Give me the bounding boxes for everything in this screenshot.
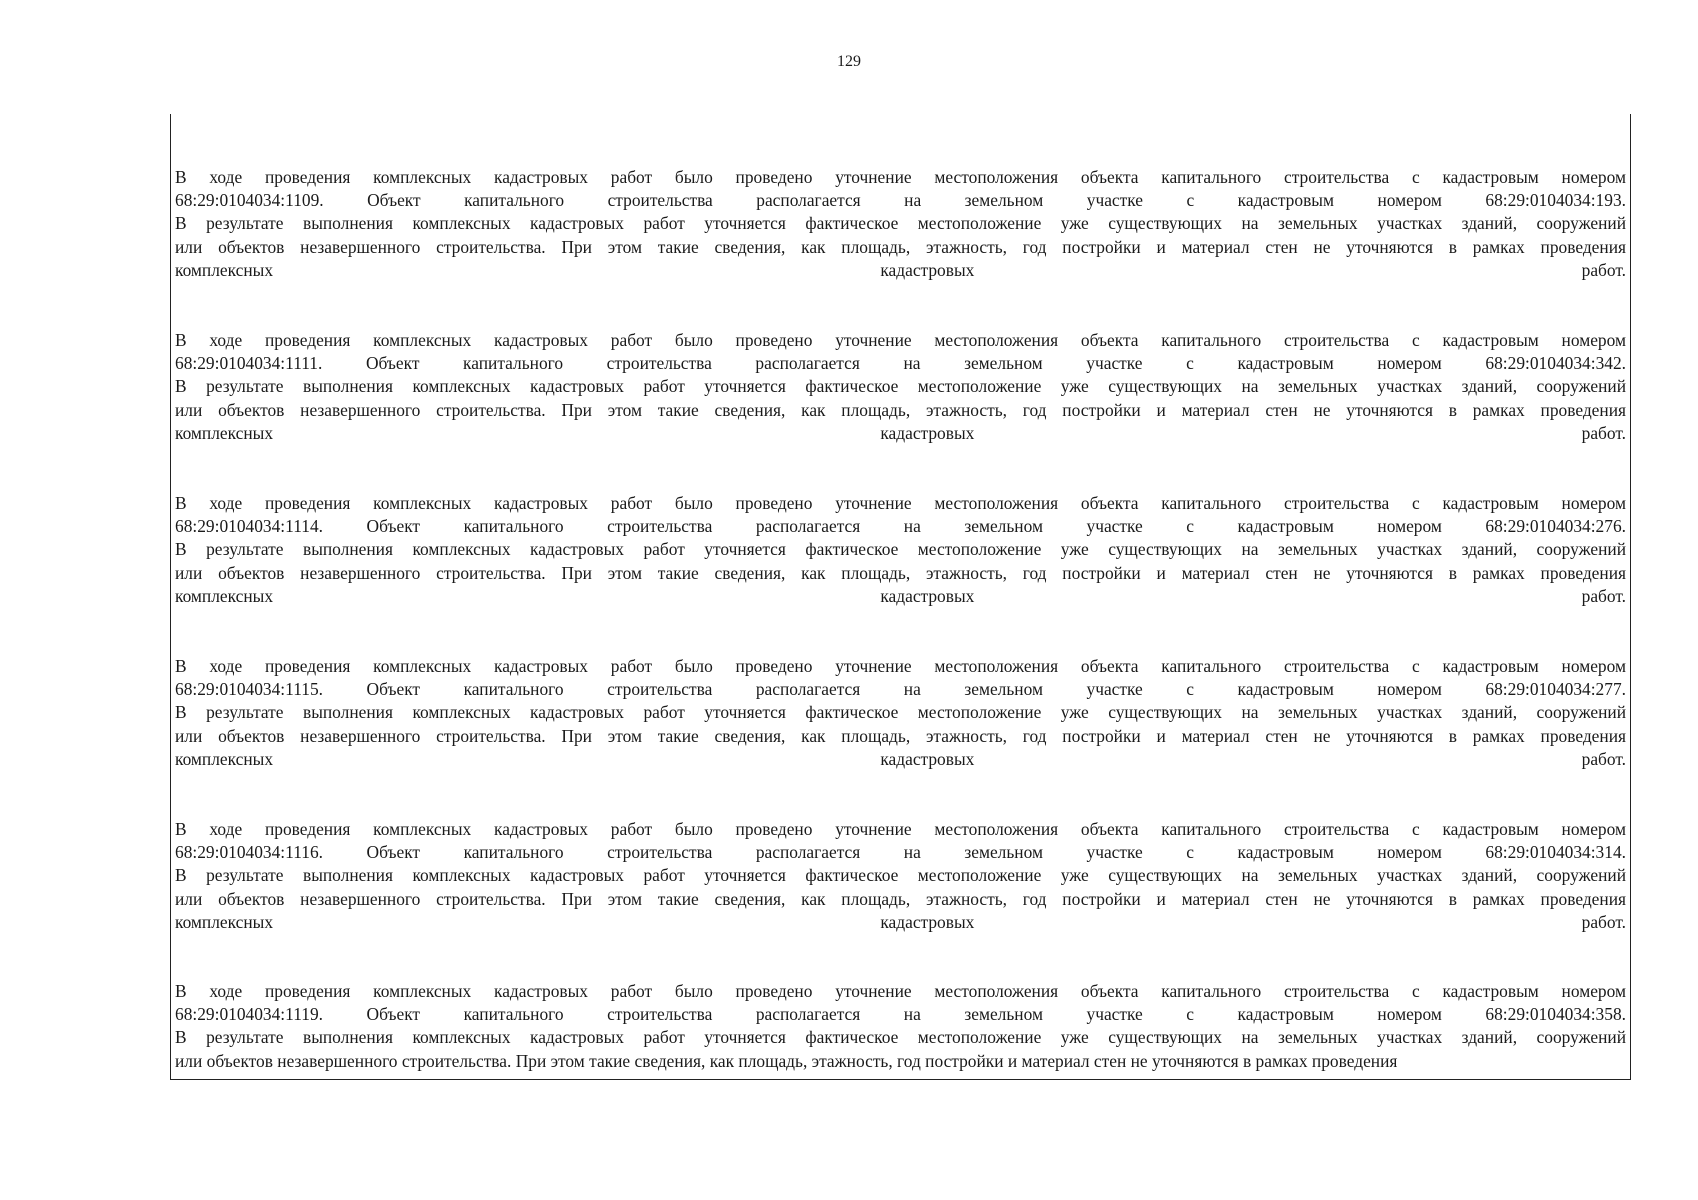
record-line: В ходе проведения комплексных кадастровых работ было проведено уточнение местоположения объекта капитального строительства с кадастровым номером	[175, 167, 1626, 187]
record-line: или объектов незавершенного строительства. При этом такие сведения, как площадь, этажность, год постройки и материал стен не уточняются в рамках проведения	[175, 399, 1626, 420]
record-line: В результате выполнения комплексных кадастровых работ уточняется фактическое местоположение уже существующих на земельных участках зданий, сооружений	[175, 539, 1626, 560]
record-line: В результате выполнения комплексных кадастровых работ уточняется фактическое местоположение уже существующих на земельных участках зданий, сооружений	[175, 865, 1626, 886]
record-line: комплексных кадастровых работ.	[175, 911, 1626, 932]
record-line: В результате выполнения комплексных кадастровых работ уточняется фактическое местоположение уже существующих на земельных участках зданий, сооружений	[175, 702, 1626, 723]
record-line: В ходе проведения комплексных кадастровых работ было проведено уточнение местоположения объекта капитального строительства с кадастровым номером	[175, 656, 1626, 676]
record-line: или объектов незавершенного строительства. При этом такие сведения, как площадь, этажность, год постройки и материал стен не уточняются в рамках проведения	[175, 1050, 1398, 1071]
record-6	[175, 980, 1626, 1073]
record-line: или объектов незавершенного строительства. При этом такие сведения, как площадь, этажность, год постройки и материал стен не уточняются в рамках проведения	[175, 562, 1626, 583]
record-line: В ходе проведения комплексных кадастровых работ было проведено уточнение местоположения объекта капитального строительства с кадастровым номером	[175, 981, 1626, 1001]
record-line: комплексных кадастровых работ.	[175, 748, 1626, 769]
record-line: В ходе проведения комплексных кадастровых работ было проведено уточнение местоположения объекта капитального строительства с кадастровым номером	[175, 493, 1626, 513]
record-line: 68:29:0104034:1115. Объект капитального строительства располагается на земельном участке с кадастровым номером 68:29:0104034:277.	[175, 679, 1626, 700]
record-line: комплексных кадастровых работ.	[175, 259, 1626, 280]
content-frame	[170, 114, 1631, 1080]
record-line: или объектов незавершенного строительства. При этом такие сведения, как площадь, этажность, год постройки и материал стен не уточняются в рамках проведения	[175, 236, 1626, 257]
record-line: 68:29:0104034:1109. Объект капитального строительства располагается на земельном участке с кадастровым номером 68:29:0104034:193.	[175, 190, 1626, 211]
record-4	[175, 655, 1626, 771]
record-line: или объектов незавершенного строительства. При этом такие сведения, как площадь, этажность, год постройки и материал стен не уточняются в рамках проведения	[175, 888, 1626, 909]
record-5	[175, 818, 1626, 934]
record-line: 68:29:0104034:1116. Объект капитального строительства располагается на земельном участке с кадастровым номером 68:29:0104034:314.	[175, 842, 1626, 863]
record-line: 68:29:0104034:1119. Объект капитального строительства располагается на земельном участке с кадастровым номером 68:29:0104034:358.	[175, 1004, 1626, 1025]
record-line: комплексных кадастровых работ.	[175, 585, 1626, 606]
record-line: 68:29:0104034:1114. Объект капитального строительства располагается на земельном участке с кадастровым номером 68:29:0104034:276.	[175, 516, 1626, 537]
record-line: В ходе проведения комплексных кадастровых работ было проведено уточнение местоположения объекта капитального строительства с кадастровым номером	[175, 819, 1626, 839]
record-3	[175, 492, 1626, 608]
record-1	[175, 166, 1626, 282]
record-line: В результате выполнения комплексных кадастровых работ уточняется фактическое местоположение уже существующих на земельных участках зданий, сооружений	[175, 1027, 1626, 1048]
record-line: В ходе проведения комплексных кадастровых работ было проведено уточнение местоположения объекта капитального строительства с кадастровым номером	[175, 330, 1626, 350]
record-2	[175, 329, 1626, 445]
record-line: 68:29:0104034:1111. Объект капитального строительства располагается на земельном участке с кадастровым номером 68:29:0104034:342.	[175, 353, 1626, 374]
page-number: 129	[837, 53, 861, 70]
record-line: комплексных кадастровых работ.	[175, 422, 1626, 443]
record-line: В результате выполнения комплексных кадастровых работ уточняется фактическое местоположение уже существующих на земельных участках зданий, сооружений	[175, 376, 1626, 397]
record-line: или объектов незавершенного строительства. При этом такие сведения, как площадь, этажность, год постройки и материал стен не уточняются в рамках проведения	[175, 725, 1626, 746]
record-line: В результате выполнения комплексных кадастровых работ уточняется фактическое местоположение уже существующих на земельных участках зданий, сооружений	[175, 213, 1626, 234]
